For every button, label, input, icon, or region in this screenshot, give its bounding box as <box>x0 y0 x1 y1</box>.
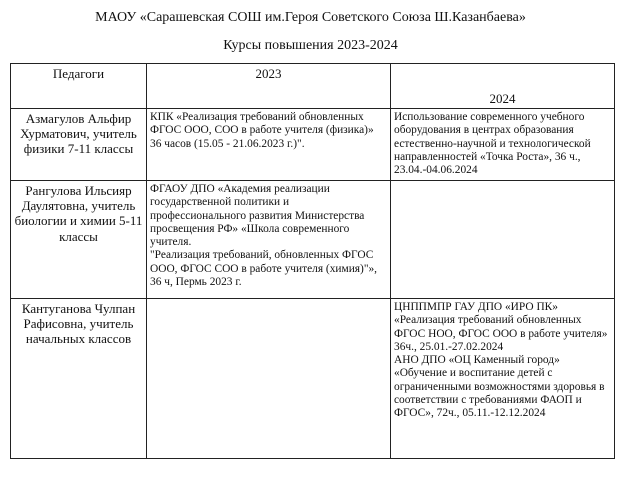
column-header-2024: 2024 <box>391 64 615 109</box>
courses-table <box>10 63 615 459</box>
teacher-name: Азмагулов Альфир Хурматович, учитель физики 7-11 классы <box>11 109 147 181</box>
table-row <box>11 109 615 181</box>
courses-2023: КПК «Реализация требований обновленных ФГОС ООО, СОО в работе учителя (физика)» 36 часов (15.05 - 21.06.2023 г.)". <box>147 109 391 181</box>
table-row <box>11 181 615 299</box>
column-header-2023: 2023 <box>147 64 391 109</box>
courses-2024: Использование современного учебного оборудования в центрах образования естественно-научной и технологической направленностей «Точка Роста», 36 ч., 23.04.-04.06.2024 <box>391 109 615 181</box>
courses-2024: ЦНППМПР ГАУ ДПО «ИРО ПК» «Реализация требований обновленных ФГОС НОО, ФГОС ООО в работе учителя» 36ч., 25.01.-27.02.2024 АНО ДПО «ОЦ Каменный город» «Обучение и воспитание детей с ограниченными возможностями здоровья в соответствии с требованиями ФАОП и ФГОС», 72ч., 05.11.-12.12.2024 <box>391 299 615 459</box>
courses-2024 <box>391 181 615 299</box>
courses-2023: ФГАОУ ДПО «Академия реализации государственной политики и профессионального развития Министерства просвещения РФ» «Школа современного учителя. "Реализация требований, обновленных ФГОС ООО, ФГОС СОО в работе учителя (химия)"», 36 ч, Пермь 2023 г. <box>147 181 391 299</box>
teacher-name: Кантуганова Чулпан Рафисовна, учитель начальных классов <box>11 299 147 459</box>
document-title: МАОУ «Сарашевская СОШ им.Героя Советского Союза Ш.Казанбаева» <box>95 10 526 25</box>
column-header-teachers: Педагоги <box>11 64 147 109</box>
table-row <box>11 299 615 459</box>
document-subtitle: Курсы повышения 2023-2024 <box>223 38 398 53</box>
table-header-row <box>11 64 615 109</box>
courses-2023 <box>147 299 391 459</box>
teacher-name: Рангулова Ильсияр Даулятовна, учитель биологии и химии 5-11 классы <box>11 181 147 299</box>
